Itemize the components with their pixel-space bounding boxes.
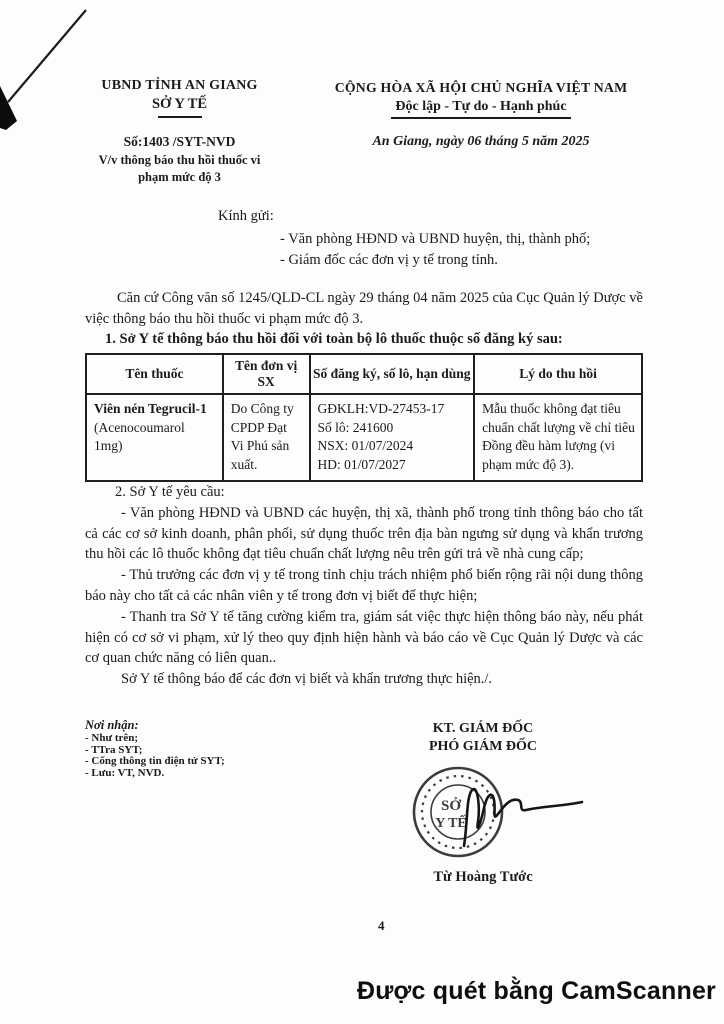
lot-number: Số lô: 241600: [317, 419, 394, 435]
footer-recipient-line: - TTra SYT;: [85, 743, 143, 756]
recall-table: [85, 353, 643, 482]
recipient-line: - Văn phòng HĐND và UBND huyện, thị, thành phố;: [280, 231, 591, 247]
cell-recall-reason: Mẫu thuốc không đạt tiêu chuẩn chất lượng về chỉ tiêu Đồng đều hàm lượng (vi phạm mức độ 3).: [474, 394, 642, 481]
drug-name: Viên nén Tegrucil-1: [94, 401, 207, 416]
recipients-footer-block: [85, 718, 225, 779]
section2-heading: 2. Sở Y tế yêu cầu:: [115, 484, 225, 500]
salutation-block: [218, 208, 590, 271]
stamp-text: SỞ: [440, 798, 462, 814]
requirement-paragraph: - Thanh tra Sở Y tế tăng cường kiểm tra, giám sát việc thực hiện thông báo này, nếu phát hiện có cơ sở vi phạm, xử lý theo quy định hiện hành và báo cáo về Cục Quản lý Dược và các cơ quan chức năng có liên quan..: [85, 608, 643, 667]
page-number: 4: [378, 918, 385, 933]
table-header-registration: Số đăng ký, số lô, hạn dùng: [310, 354, 475, 394]
signer-title-line: KT. GIÁM ĐỐC: [432, 721, 534, 736]
issuer-parent-org: UBND TỈNH AN GIANG: [101, 78, 258, 93]
table-header-drug-name: Tên thuốc: [86, 354, 223, 394]
camscanner-watermark: Được quét bằng CamScanner: [356, 977, 716, 1005]
recipient-line: - Giám đốc các đơn vị y tế trong tỉnh.: [280, 252, 498, 268]
official-stamp: [368, 760, 598, 865]
header-issuer-block: [72, 78, 287, 186]
national-motto: Độc lập - Tự do - Hạnh phúc: [391, 98, 570, 119]
document-subject: V/v thông báo thu hồi thuốc vi phạm mức độ 3: [98, 153, 261, 184]
table-header-manufacturer: Tên đơn vị SX: [223, 354, 310, 394]
cell-registration: [310, 394, 475, 481]
table-header-row: [86, 354, 642, 394]
requirement-paragraph: - Thủ trưởng các đơn vị y tế trong tỉnh chịu trách nhiệm phổ biến rộng rãi nội dung thông báo này cho tất cả các nhân viên y tế trong đơn vị biết để thực hiện;: [85, 567, 643, 604]
section1-heading: 1. Sở Y tế thông báo thu hồi đối với toàn bộ lô thuốc thuộc số đăng ký sau:: [105, 331, 563, 347]
footer-recipient-line: - Lưu: VT, NVD.: [85, 766, 165, 779]
cell-drug-name: [86, 394, 223, 481]
table-row: [86, 394, 642, 481]
footer-recipient-line: - Như trên;: [85, 732, 139, 744]
national-title: CỘNG HÒA XÃ HỘI CHỦ NGHĨA VIỆT NAM: [334, 80, 628, 95]
footer-recipient-line: - Cổng thông tin điện tử SYT;: [85, 755, 225, 767]
cell-manufacturer: Do Công ty CPDP Đạt Vi Phú sản xuất.: [223, 394, 310, 481]
stamp-and-signature: [368, 760, 598, 865]
salutation-label: Kính gửi:: [218, 208, 274, 224]
stamp-text: Y TẾ: [435, 816, 467, 831]
drug-detail: (Acenocoumarol 1mg): [94, 419, 185, 453]
closing-paragraph: Sở Y tế thông báo để các đơn vị biết và khẩn trương thực hiện./.: [121, 671, 493, 688]
intro-paragraph: Căn cứ Công văn số 1245/QLD-CL ngày 29 tháng 04 năm 2025 của Cục Quản lý Dược về việc thông báo thu hồi thuốc vi phạm mức độ 3.: [85, 290, 643, 327]
table-header-reason: Lý do thu hồi: [474, 354, 642, 394]
issuer-underline-rule: [158, 116, 202, 118]
body-lower-block: [85, 482, 643, 690]
signer-title-line: PHÓ GIÁM ĐỐC: [428, 739, 538, 754]
recipients-label: Nơi nhận:: [85, 718, 139, 732]
place-and-date: An Giang, ngày 06 tháng 5 năm 2025: [372, 134, 590, 149]
requirement-paragraph: - Văn phòng HĐND và UBND các huyện, thị xã, thành phố trong tỉnh thông báo cho tất cả các cơ sở kinh doanh, phân phối, sử dụng thuốc trên địa bàn ngưng sử dụng và khẩn trương thu hồi các lô thuốc không đạt tiêu chuẩn chất lượng nêu trên gửi trả về nhà cung cấp;: [85, 504, 643, 563]
registration-number: GĐKLH:VD-27453-17: [317, 401, 445, 416]
expiry-date: HD: 01/07/2027: [317, 456, 406, 472]
issuer-department: SỞ Y TẾ: [151, 96, 208, 112]
signer-name: Từ Hoàng Tước: [433, 869, 533, 885]
manufacture-date: NSX: 01/07/2024: [317, 438, 414, 453]
header-national-block: [298, 80, 664, 150]
signature-block: [368, 720, 598, 886]
document-number: Số:1403 /SYT-NVD: [123, 134, 236, 149]
